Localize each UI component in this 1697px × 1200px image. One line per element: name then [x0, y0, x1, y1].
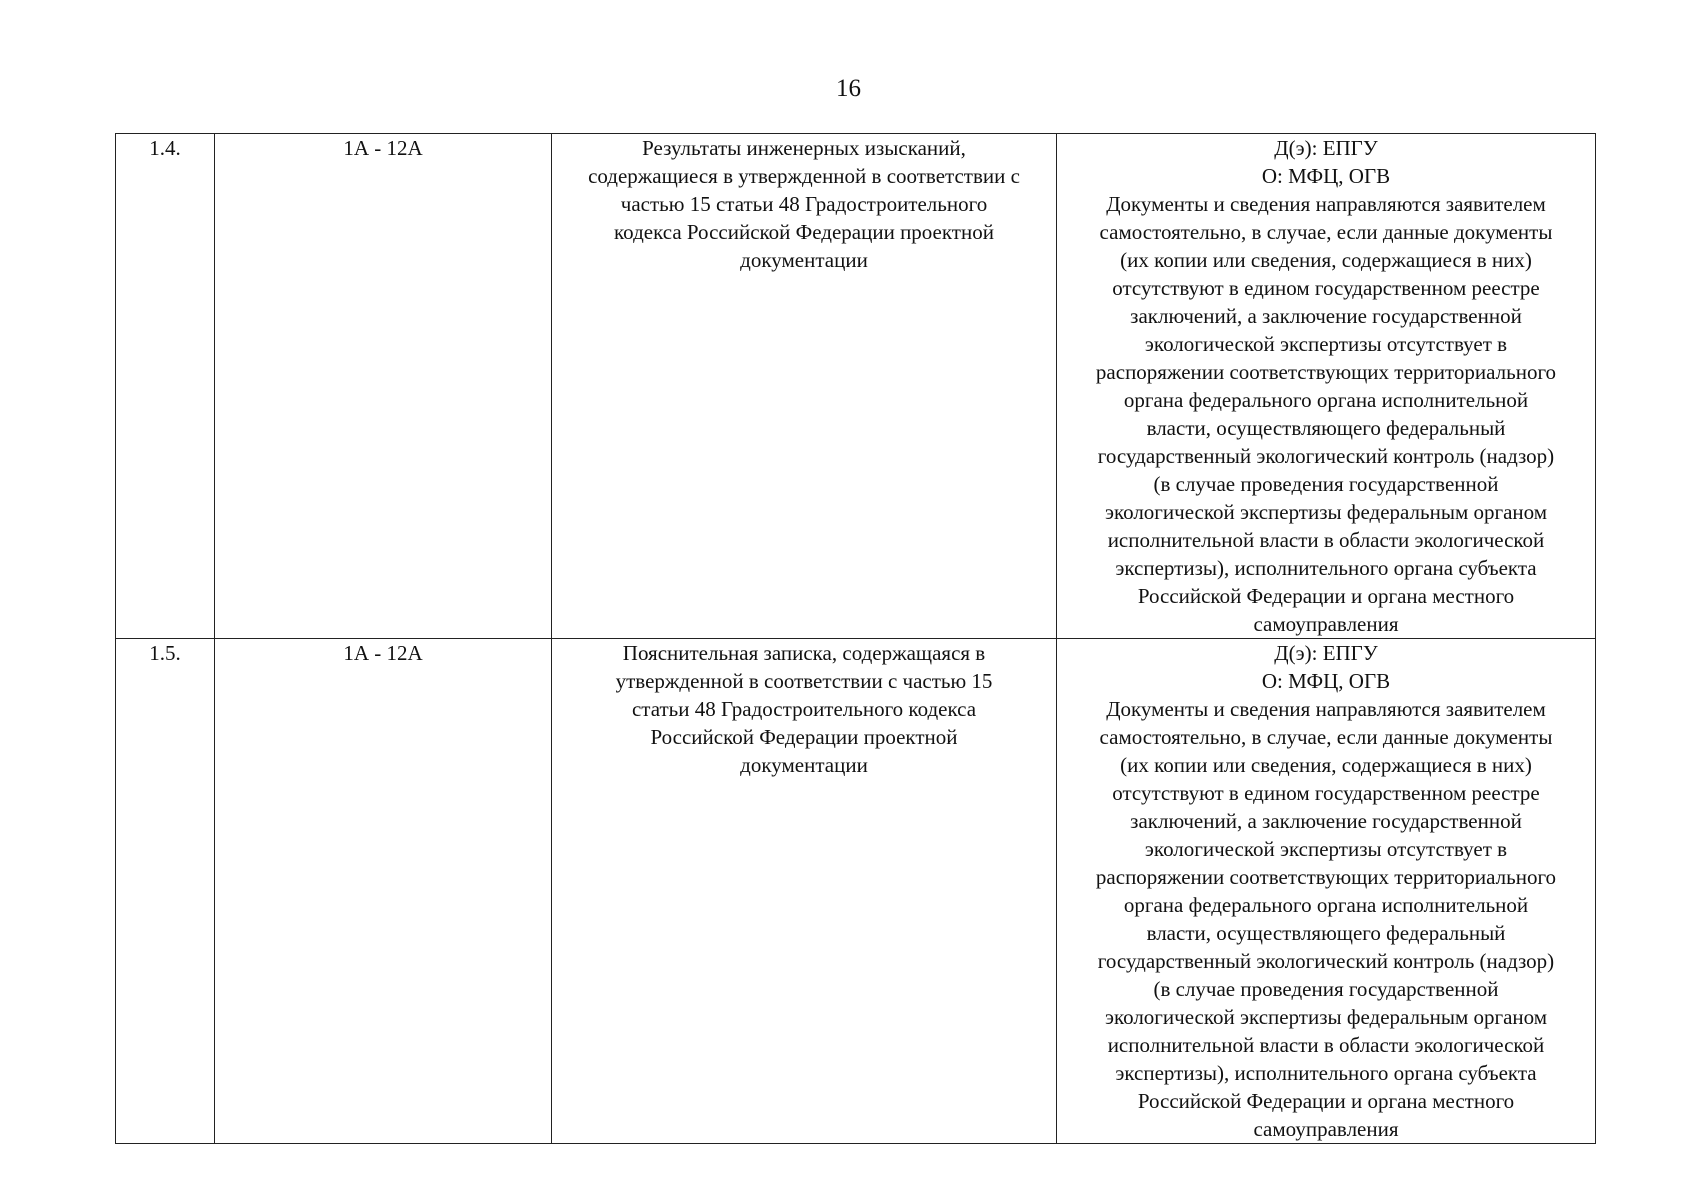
text-line: Российской Федерации и органа местного: [1137, 1089, 1515, 1113]
row-code-cell: 1А - 12А: [215, 639, 552, 1144]
text-line: Российской Федерации и органа местного: [1137, 584, 1515, 608]
text-line: экологической экспертизы федеральным органом: [1104, 1005, 1548, 1029]
text-line: экологической экспертизы отсутствует в: [1144, 837, 1508, 861]
document-name-cell: [552, 134, 1057, 639]
text-line: Пояснительная записка, содержащаяся в: [622, 641, 986, 665]
text-line: Д(э): ЕПГУ: [1274, 641, 1378, 665]
text-line: (их копии или сведения, содержащиеся в них): [1120, 248, 1532, 272]
text-line: кодекса Российской Федерации проектной: [614, 220, 994, 244]
text-line: утвержденной в соответствии с частью 15: [615, 669, 993, 693]
text-line: исполнительной власти в области экологической: [1107, 1033, 1545, 1057]
row-number-cell: 1.5.: [116, 639, 215, 1144]
text-line: Документы и сведения направляются заявителем: [1106, 192, 1546, 216]
text-line: самостоятельно, в случае, если данные документы: [1099, 220, 1553, 244]
text-line: статьи 48 Градостроительного кодекса: [631, 697, 977, 721]
source-cell: [1057, 639, 1596, 1144]
text-line: документации: [740, 248, 868, 272]
text-line: самоуправления: [1253, 1117, 1399, 1141]
text-line: экологической экспертизы федеральным органом: [1104, 500, 1548, 524]
text-line: самоуправления: [1253, 612, 1399, 636]
text-line: власти, осуществляющего федеральный: [1146, 416, 1506, 440]
document-name-cell: [552, 639, 1057, 1144]
text-line: государственный экологический контроль (надзор): [1097, 949, 1555, 973]
text-line: О: МФЦ, ОГВ: [1261, 669, 1391, 693]
text-line: Д(э): ЕПГУ: [1274, 136, 1378, 160]
text-line: частью 15 статьи 48 Градостроительного: [620, 192, 988, 216]
text-line: распоряжении соответствующих территориального: [1095, 865, 1557, 889]
text-line: документации: [740, 753, 868, 777]
text-line: органа федерального органа исполнительной: [1123, 893, 1529, 917]
row-code-cell: 1А - 12А: [215, 134, 552, 639]
table-row: [116, 639, 1596, 1144]
text-line: распоряжении соответствующих территориального: [1095, 360, 1557, 384]
text-line: исполнительной власти в области экологической: [1107, 528, 1545, 552]
text-line: содержащиеся в утвержденной в соответствии с: [588, 164, 1020, 188]
row-number-cell: 1.4.: [116, 134, 215, 639]
text-line: отсутствуют в едином государственном реестре: [1112, 276, 1540, 300]
text-line: государственный экологический контроль (надзор): [1097, 444, 1555, 468]
text-line: экспертизы), исполнительного органа субъекта: [1115, 1061, 1537, 1085]
text-line: заключений, а заключение государственной: [1130, 304, 1522, 328]
source-cell: [1057, 134, 1596, 639]
table-row: [116, 134, 1596, 639]
text-line: О: МФЦ, ОГВ: [1261, 164, 1391, 188]
page-number: 16: [836, 75, 861, 102]
document-table: [115, 133, 1596, 1144]
text-line: власти, осуществляющего федеральный: [1146, 921, 1506, 945]
text-line: отсутствуют в едином государственном реестре: [1112, 781, 1540, 805]
text-line: самостоятельно, в случае, если данные документы: [1099, 725, 1553, 749]
text-line: заключений, а заключение государственной: [1130, 809, 1522, 833]
text-line: (их копии или сведения, содержащиеся в них): [1120, 753, 1532, 777]
text-line: экспертизы), исполнительного органа субъекта: [1115, 556, 1537, 580]
text-line: органа федерального органа исполнительной: [1123, 388, 1529, 412]
text-line: экологической экспертизы отсутствует в: [1144, 332, 1508, 356]
text-line: Документы и сведения направляются заявителем: [1106, 697, 1546, 721]
text-line: (в случае проведения государственной: [1153, 977, 1499, 1001]
text-line: Результаты инженерных изысканий,: [642, 136, 966, 160]
text-line: (в случае проведения государственной: [1153, 472, 1499, 496]
text-line: Российской Федерации проектной: [650, 725, 958, 749]
